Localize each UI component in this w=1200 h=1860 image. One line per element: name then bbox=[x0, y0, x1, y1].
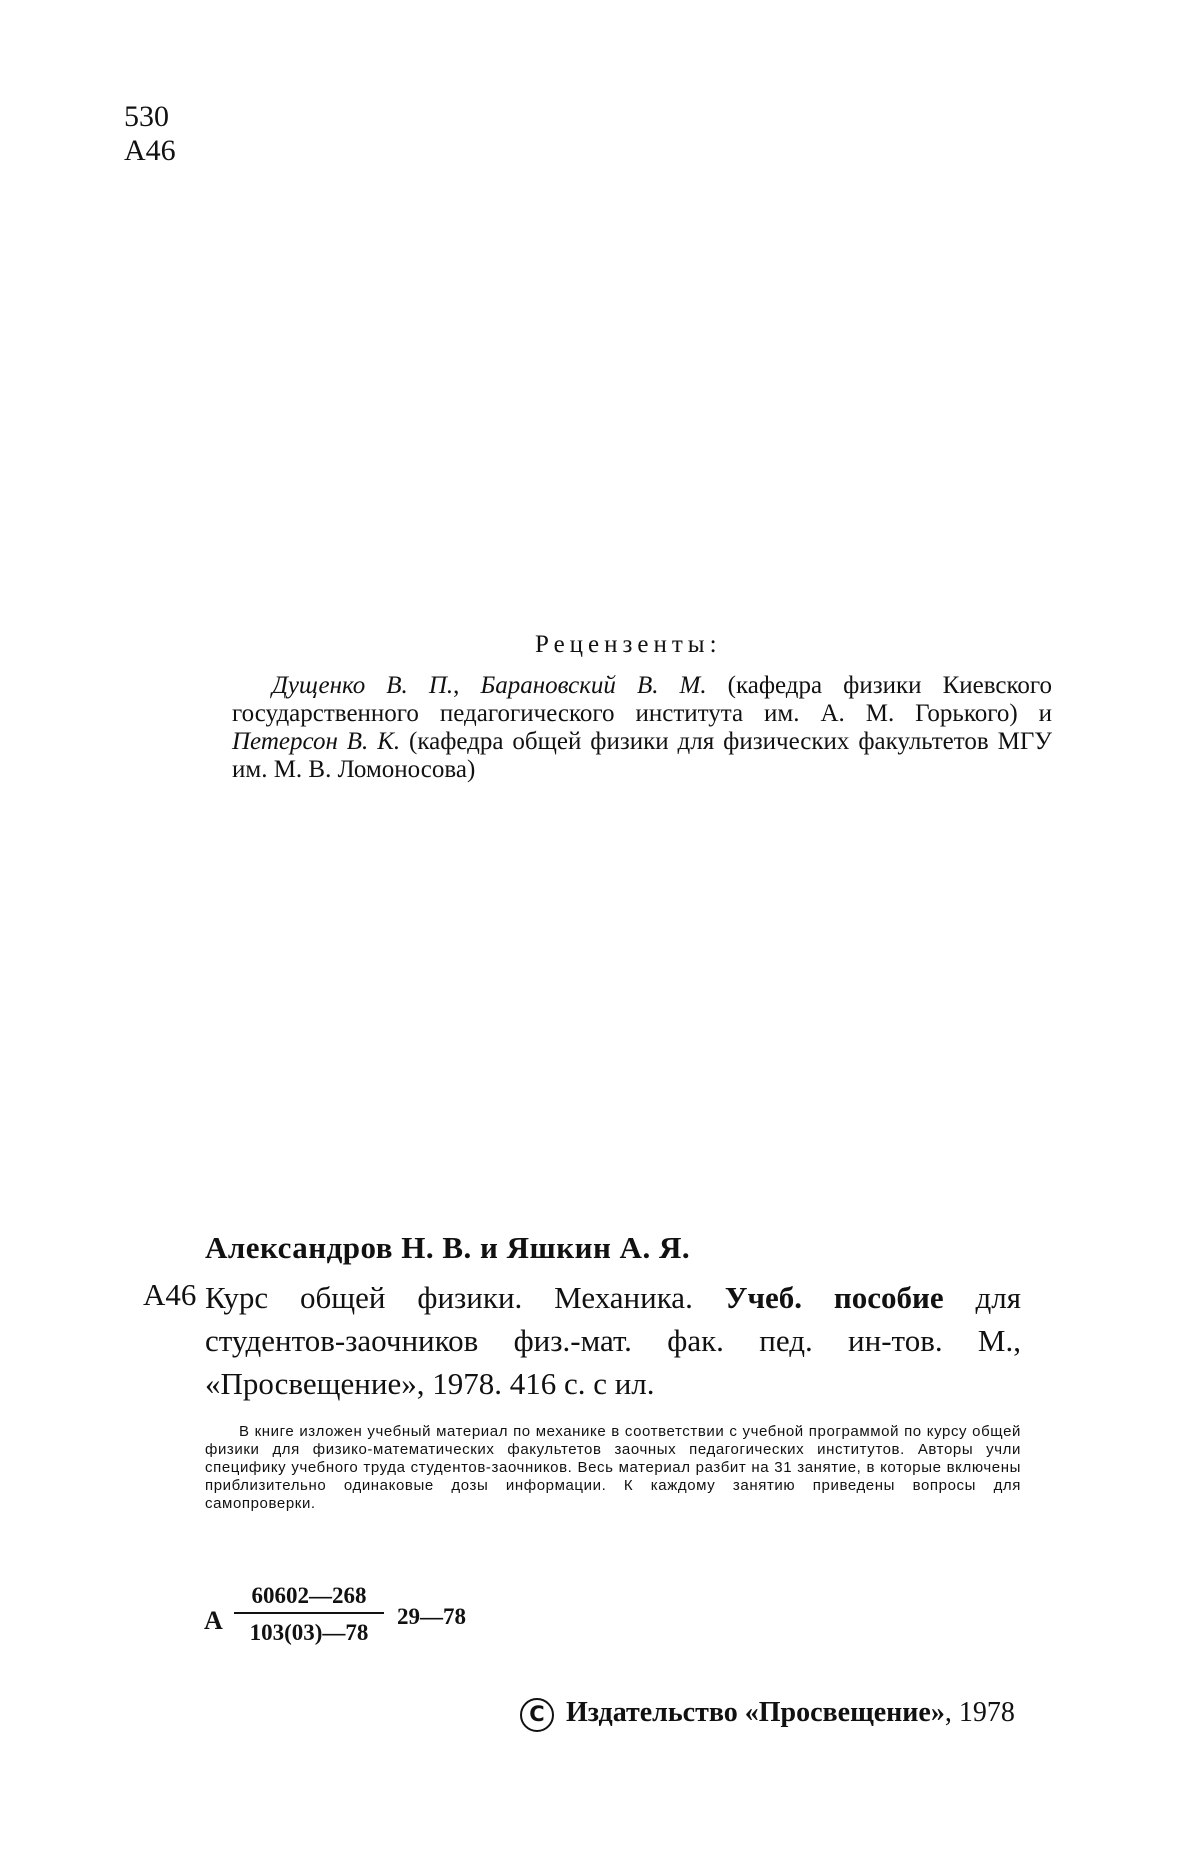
reviewer-affiliation: (кафедра общей физики для физических факультетов МГУ им. М. В. Ломоносова) bbox=[232, 728, 1052, 783]
reviewer-name: Петерсон В. К. bbox=[232, 728, 401, 755]
reviewers-list bbox=[232, 672, 1052, 784]
book-title: Курс общей физики. Механика. bbox=[205, 1280, 725, 1315]
index-fraction bbox=[234, 1583, 384, 1646]
index-denominator: 103(03)—78 bbox=[249, 1620, 369, 1645]
catalog-description bbox=[205, 1276, 1021, 1405]
reviewer-name: Дущенко В. П. bbox=[272, 672, 454, 699]
reviewers-heading: Рецензенты: bbox=[535, 631, 722, 658]
book-type: Учеб. пособие bbox=[724, 1280, 944, 1315]
copyright-line bbox=[520, 1697, 1015, 1732]
publisher-name: Издательство «Просвещение» bbox=[566, 1697, 945, 1728]
copyright-year: , 1978 bbox=[944, 1697, 1015, 1728]
index-suffix: 29—78 bbox=[397, 1604, 466, 1629]
author-mark: А46 bbox=[124, 134, 176, 167]
udc-number: 530 bbox=[124, 100, 169, 133]
index-letter: А bbox=[204, 1606, 223, 1635]
catalog-authors: Александров Н. В. и Яшкин А. Я. bbox=[205, 1230, 691, 1265]
book-annotation: В книге изложен учебный материал по механике в соответствии с учебной программой по курсу общей физики для физико-математических факультетов заочных педагогических институтов. Авторы учли специфику учебного труда студентов-заочников. Весь материал разбит на 31 занятие, в которые включены приблизительно одинаковые дозы информации. К каждому занятию приведены вопросы для самопроверки. bbox=[205, 1423, 1021, 1512]
index-numerator: 60602—268 bbox=[251, 1583, 367, 1608]
reviewer-affiliation: (кафедра физики Киевского государственного педагогического института им. А. М. Горького) и bbox=[232, 672, 1052, 727]
reviewer-separator: , bbox=[453, 672, 481, 699]
copyright-icon: С bbox=[520, 1698, 554, 1732]
catalog-code: А46 bbox=[143, 1277, 197, 1312]
book-imprint: для студентов-заочников физ.-мат. фак. пед. ин-тов. М., «Просвещение», 1978. 416 с. с ил. bbox=[205, 1280, 1021, 1401]
reviewer-name: Барановский В. М. bbox=[480, 672, 707, 699]
udc-code-block bbox=[124, 100, 176, 168]
